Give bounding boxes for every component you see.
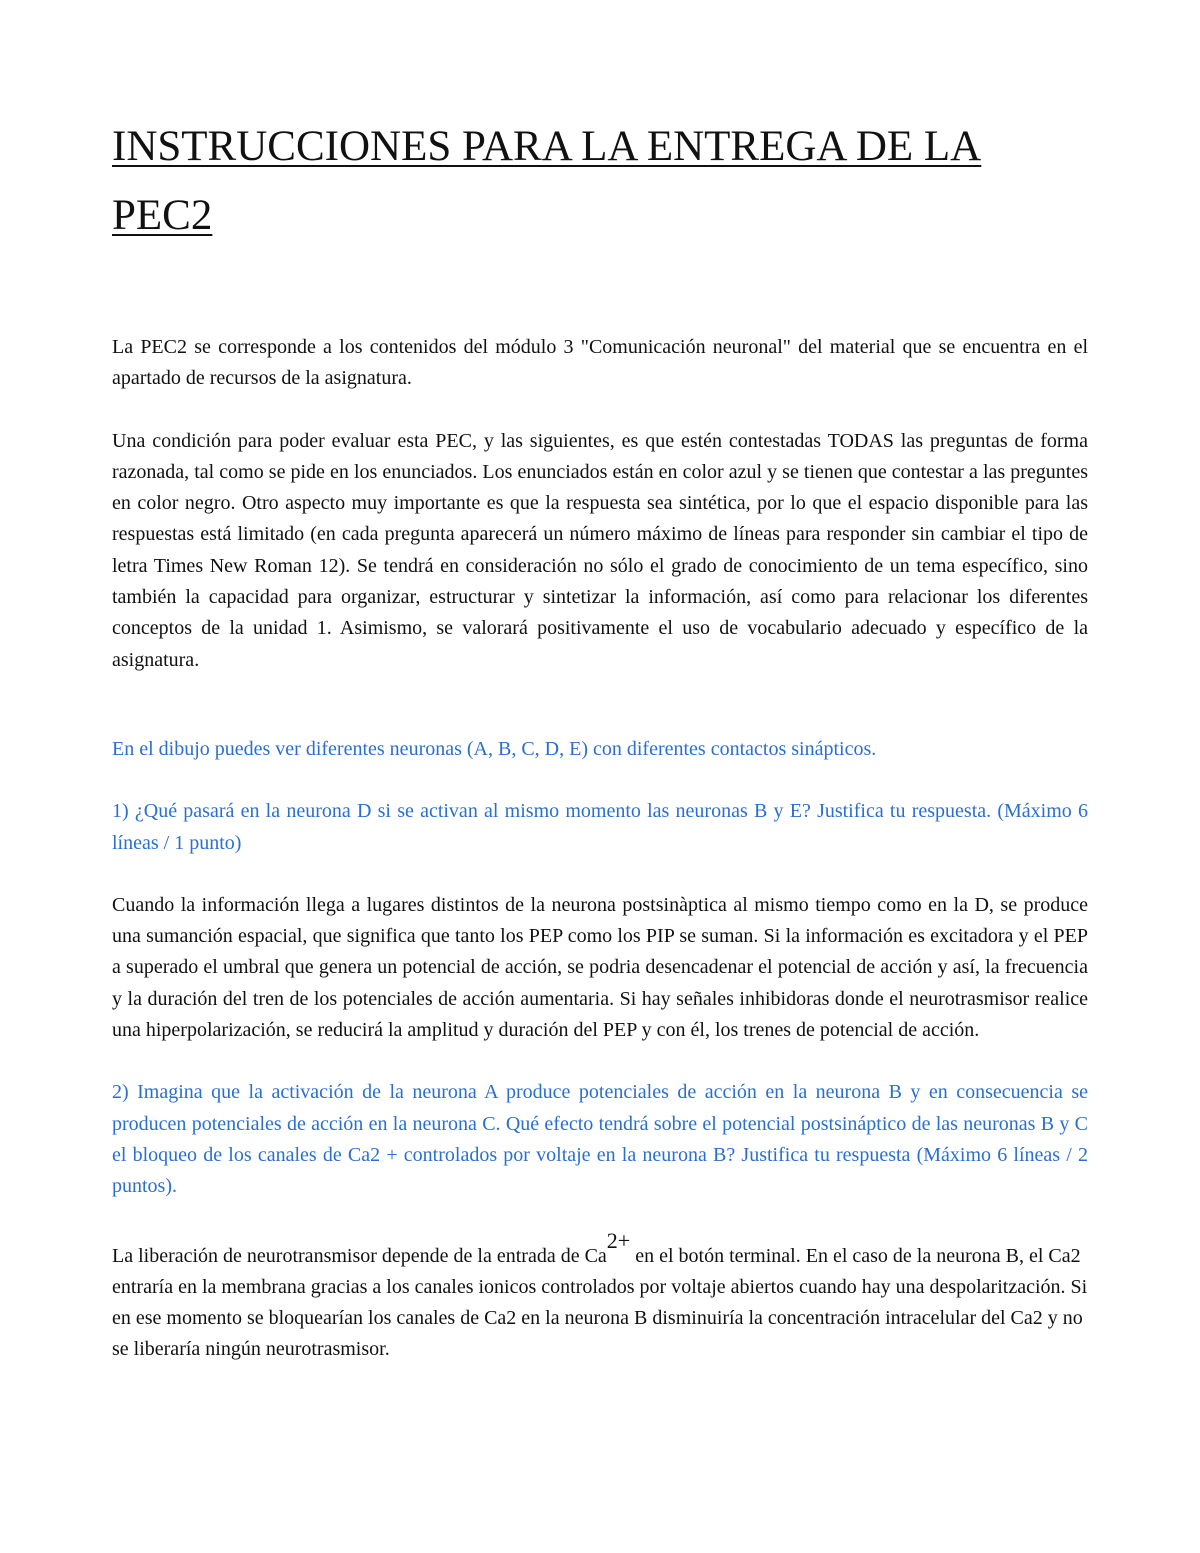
document-page — [112, 112, 1088, 1366]
conditions-paragraph: Una condición para poder evaluar esta PEC, y las siguientes, es que estén contestadas TODAS las preguntas de forma razonada, tal como se pide en los enunciados. Los enunciados están en color azul y se tienen que contestar a las preguntes en color negro. Otro aspecto muy importante es que la respuesta sea sintética, por lo que el espacio disponible para las respuestas está limitado (en cada pregunta aparecerá un número máximo de líneas para responder sin cambiar el tipo de letra Times New Roman 12). Se tendrá en consideración no sólo el grado de conocimiento de un tema específico, sino también la capacidad para organizar, estructurar y sintetizar la información, así como para relacionar los diferentes conceptos de la unidad 1. Asimismo, se valorará positivamente el uso de vocabulario adecuado y específico de la asignatura. — [112, 429, 1088, 671]
answer-2-start: La liberación de neurotransmisor depende de la entrada de Ca — [112, 1244, 607, 1267]
answer-2 — [112, 1227, 1088, 1366]
document-title: INSTRUCCIONES PARA LA ENTREGA DE LA PEC2 — [112, 123, 982, 239]
calcium-charge-superscript: 2+ — [606, 1227, 631, 1253]
drawing-statement: En el dibujo puedes ver diferentes neuronas (A, B, C, D, E) con diferentes contactos sinápticos. — [112, 737, 877, 760]
answer-1: Cuando la información llega a lugares distintos de la neurona postsinàptica al mismo tiempo como en la D, se produce una sumanción espacial, que significa que tanto los PEP como los PIP se suman. Si la información es excitadora y el PEP a superado el umbral que genera un potencial de acción, se podria desencadenar el potencial de acción y así, la frecuencia y la duración del tren de los potenciales de acción aumentaria. Si hay señales inhibidoras donde el neurotrasmisor realice una hiperpolarización, se reducirá la amplitud y duración del PEP y con él, los trenes de potencial de acción. — [112, 893, 1088, 1042]
question-2: 2) Imagina que la activación de la neurona A produce potenciales de acción en la neurona B y en consecuencia se producen potenciales de acción en la neurona C. Qué efecto tendrá sobre el potencial postsináptico de las neuronas B y C el bloqueo de los canales de Ca2 + controlados por voltaje en la neurona B? Justifica tu respuesta (Máximo 6 líneas / 2 puntos). — [112, 1081, 1088, 1198]
intro-paragraph: La PEC2 se corresponde a los contenidos del módulo 3 "Comunicación neuronal" del material que se encuentra en el apartado de recursos de la asignatura. — [112, 336, 1088, 390]
answer-2-rest: en el botón terminal. En el caso de la neurona B, el Ca2 entraría en la membrana gracias a los canales ionicos controlados por voltaje abiertos cuando hay una despolaritzación. Si en ese momento se bloquearían los canales de Ca2 en la neurona B disminuiría la concentración intracelular del Ca2 y no se liberaría ningún neurotrasmisor. — [112, 1244, 1088, 1361]
question-1: 1) ¿Qué pasará en la neurona D si se activan al mismo momento las neuronas B y E? Justifica tu respuesta. (Máximo 6 líneas / 1 punto) — [112, 800, 1088, 854]
